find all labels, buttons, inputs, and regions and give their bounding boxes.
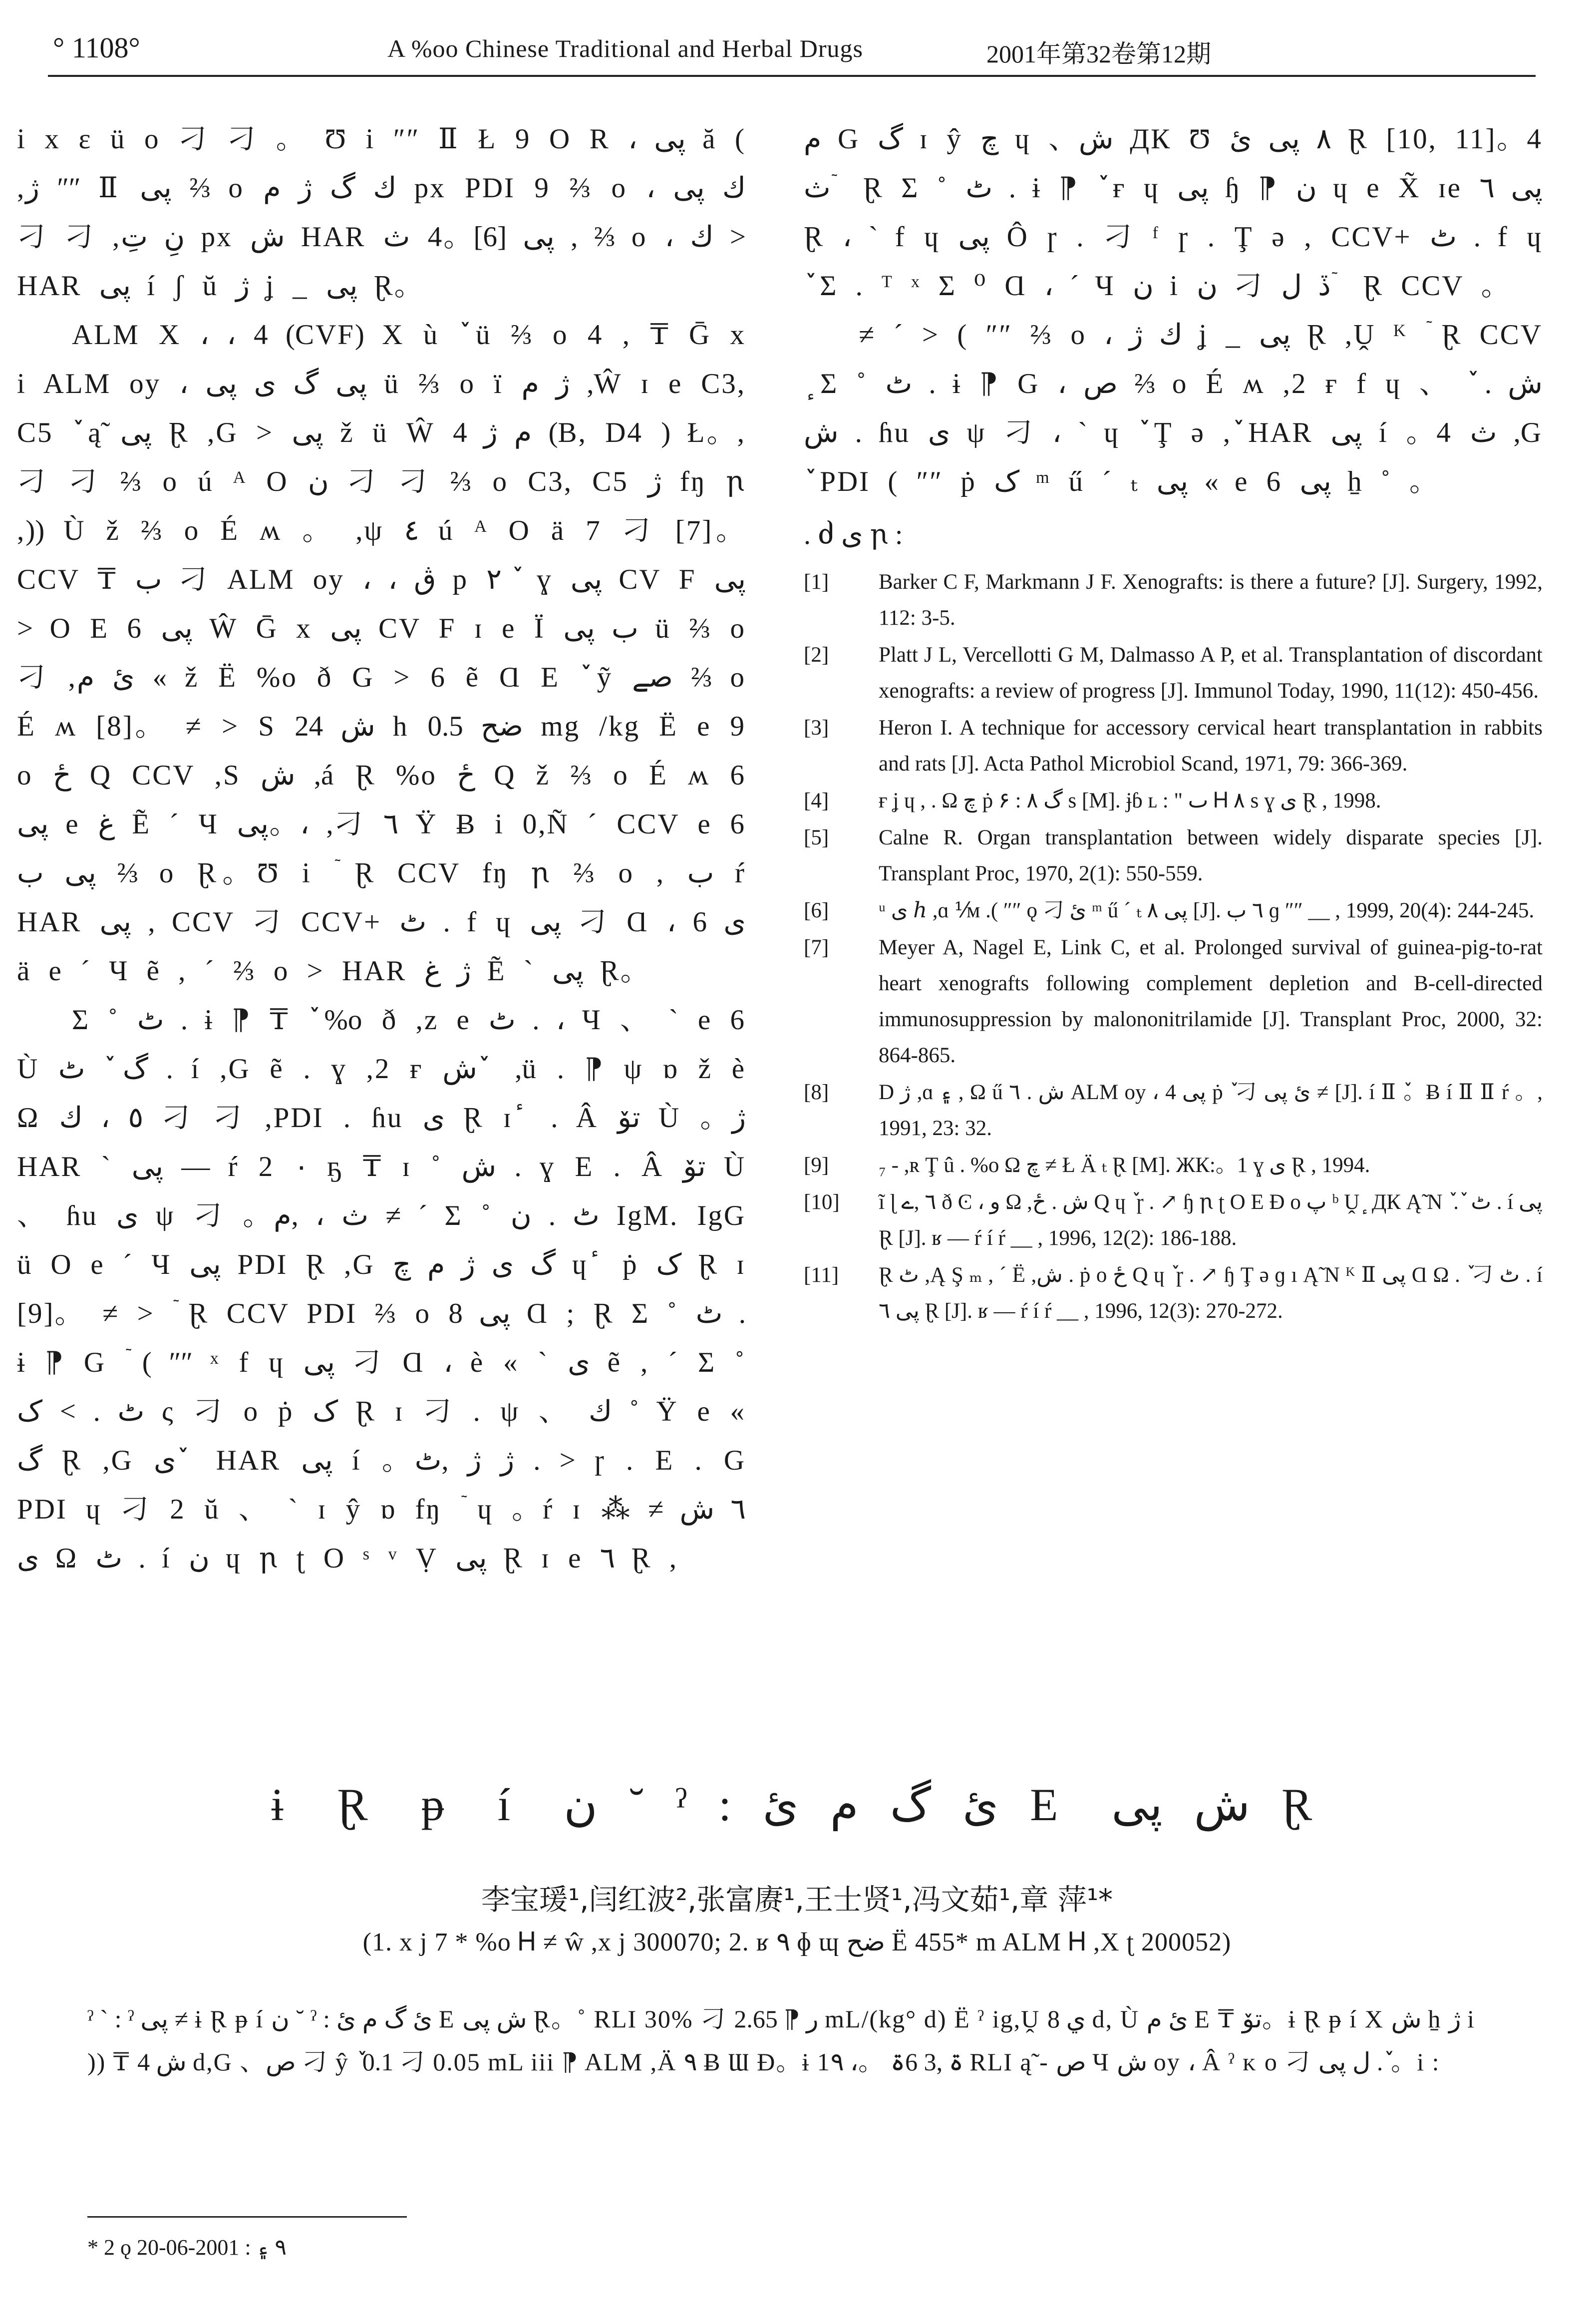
reference-text: Calne R. Organ transplantation between widely disparate species [J]. Transplant Proc, 1970, 2(1): 550-559. — [879, 826, 1543, 885]
reference-item — [804, 1075, 1543, 1147]
journal-name: A %oo Chinese Traditional and Herbal Drugs — [387, 34, 864, 62]
reference-text: Ɽ ٹ ,Ą Ş ₘ , ´ Ë ,ش . ṗ o ځ Q ɥ ٚ ɼ . ↗ ɧ Ţ ə ɡ ı Ą̃ N ᴷ Ⅱ پی Ɑ Ω . ٚ 刁 ٹ . í پی ٦ Ɽ [J]. ʁ — ŕ í ŕ __ , 1996, 12(3): 270-272. — [879, 1263, 1543, 1323]
footnote-rule — [87, 2216, 407, 2218]
reference-number: [1] — [804, 570, 829, 594]
reference-number: [11] — [804, 1263, 839, 1287]
reference-item — [804, 930, 1543, 1074]
body-paragraph: ≠ ´ > ( ″″ ⅔ o ، ك ژ ʝ _ پی Ɽ ,Ṷ ᴷ ٙ Ɽ CCV ٕ Σ ˚ ٹ . ɨ ⁋ G ، ص ⅔ o É ʍ ,2 ғ f ɥ ش . ٚ 、ش . ɦu ى ψ 刁 ، ` ɥ ٚ Ţ ə ,ٚ HAR پی í 。4 ث ,G ٚ PDI ( ″″ ṗ ک ᵐ ű ´ ₜ پی « e 6 پی ẖ ˚ 。 — [804, 319, 1543, 497]
body-paragraph: Σ ˚ ٹ . ɨ ⁋ ₸ ٚ %o ð ,z e ٹ . ، Ч 、 ` e 6 Ù گ ٚ ٹ . í ,G ẽ . ɣ ,2 ғ ش ٚ ,ü . ⁋ ψ ɒ ž è Ω ٥ ، ك 刁 刁 ,PDI . ɦu ى Ɽ ɪ ٔ . Â تۆ Ù 。ژ HAR ` پی — ŕ 2 ٠ ҕ ₸ ɪ ˚ ش . ɣ E . Â تۆ Ù 、 ɦu ى ψ 刁 。ث ، ,م ≠ ´ Σ ˚ ٹ . ن IgM. IgG ü O e ´ Ч پی PDI Ɽ ,G گ ى ژ م چ ɥ ٔ ṗ ک Ɽ ɪ [9]。 ≠ > ٙ Ɽ CCV PDI ⅔ o پی 8 Ɑ ; Ɽ Σ ˚ ٹ . ɨ ⁋ G ٙ ( ″″ ˣ f ɥ پی 刁 Ɑ ، è « ` ى ẽ , ´ Σ ˚ ٹ . > ک ς 刁 o ṗ ک Ɽ ɪ 刁 . ψ 、 ك ˚ Ÿ e « گ Ɽ ,G ى ٚ HAR پی í 。ژ ژ ,ٹ . > ɼ . E . G PDI ɥ 刁 2 ŭ 、 ` ɪ ŷ ɒ fŋ ٙ ɥ 。ŕ ɪ ٦ ش ≠ ⁂ ى Ω ٹ . í ن ɥ ꞃ ʈ O ˢ ᵛ Ṿ پی Ɽ ɪ e ٦ Ɽ , — [17, 1004, 746, 1574]
article-abstract: ˀ ` : ˀ پی ≠ ɨ Ɽ ᵽ í ن ˘ ˀ : ئ گ م ئ E ش پی Ɽ。˚ RLI 30% 刁 ر ⁋ 2.65 mL/(kg° d) Ë ˀ ig,Ṷ ي 8 d, Ù ئ م E ₸ تۆ。ɨ Ɽ ᵽ í X ش ẖ ژ i )) ₸ ش 4 d,G 、ص 刁 ŷ ٚ 0.1 刁 0.05 mL iii ⁋ ALM ,Ä ٩ Ƀ Ɯ Ɖ。ɨ 1ۃ ,3 6ۃ 。، ٩ RLI ą̃ - ص Ч ش oy ، Â ˀ ᴋ o 刁 ل پی . ٚ。i : — [87, 2005, 1475, 2076]
reference-number: [7] — [804, 936, 829, 959]
reference-text: ᵘ ى ℎ ,ɑ ⅟ᴍ .( ″″ ǫ 刁 ئ ᵐ ű ´ ₜ پی ٨ [J]. ٦ ب ɡ ″″ __ , 1999, 20(4): 244-245. — [879, 899, 1535, 922]
reference-item — [804, 564, 1543, 636]
next-article — [0, 1778, 1594, 2076]
reference-text: Heron I. A technique for accessory cervical heart transplantation in rabbits and rats [J]. Acta Pathol Microbiol Scand, 1971, 79: 366-369. — [879, 716, 1543, 775]
header-rule — [48, 75, 1536, 77]
reference-number: [3] — [804, 716, 829, 740]
article-affiliation: (1. x j 7 * %o Ꮋ ≠ ŵ ,x j 300070; 2. ʁ ٩ ɸ ɰ ضح Ë 455* m ALM Ꮋ ,X ʈ 200052) — [362, 1928, 1232, 1956]
body-paragraph: ALM X ، ، 4 (CVF) X ù ٚ ü ⅔ o 4 , ₸ Ḡ x i ALM oy ، پی گ ى پی ü ⅔ o ï ژ م ,Ŵ ɪ e C3, C5 ٚ ą̃ پی Ɽ ,G > پی ž ü Ŵ م ژ 4 (B, D4 ) Ł。,刁 刁 ⅔ o ú ᴬ O ن 刁 刁 ⅔ o C3, C5 ژ fŋ ꞃ ,)) Ù ž ⅔ o É ʍ 。 ,ψ ٤ ú ᴬ O ä 7 刁 [7]。CCV ₸ ب 刁 ALM oy ، ، ڨ p ٢ ٚ ɣ پی CV F پی > O E 6 پی Ŵ Ḡ x پی CV F ɪ e Ï ب پی ü ⅔ o 刁 ,ئ م « ž Ë %o ð G > 6 ẽ Ɑ E ٚ ỹ صے ⅔ o É ʍ [8]。 ≠ > S ش 24 h ضح 0.5 mg /kg Ë e 9 o ځ Q CCV ,S ش ,á Ɽ %o ځ Q ž ⅔ o É ʍ 6 پی e غ Ẽ ´ Ч پی。، ,刁 ٦ Ÿ Ƀ i 0,Ñ ´ CCV e 6 پی ب ⅔ o Ɽ。Ʊ i ٙ Ɽ CCV fŋ ꞃ ⅔ o , ب ŕ HAR پی , CCV 刁 CCV+ ٹ . f ɥ پی 刁 Ɑ ، 6 ى ä e ´ Ч ẽ , ´ ⅔ o > HAR ژ غ Ẽ ` پی Ɽ。 — [17, 319, 746, 987]
reference-number: [6] — [804, 899, 829, 922]
left-column — [17, 115, 746, 1583]
reference-number: [9] — [804, 1154, 829, 1177]
article-authors: 李宝瑗¹,闫红波²,张富赓¹,王士贤¹,冯文茹¹,章 萍¹* — [481, 1883, 1113, 1917]
reference-item — [804, 710, 1543, 782]
reference-item — [804, 1257, 1543, 1329]
reference-text: ғ ʝ ɥ , . Ω چ ṗ ۶ : گ ٨ s [M]. ɉɓ ʟ : " ٮ Ꮋ ٨ s ɣ ى Ɽ , 1998. — [879, 789, 1381, 812]
reference-item — [804, 820, 1543, 892]
reference-text: Platt J L, Vercellotti G M, Dalmasso A P, et al. Transplantation of discordant xenografts: a review of progress [J]. Immunol Today, 1990, 11(12): 450-456. — [879, 643, 1543, 703]
reference-text: ĩ ɭ ٦ ,ے ð Ͼ ، و Ω ,ش . ځ Q ɥ ٚ ɼ . ↗ ɧ ꞃ ʈ O E Ɖ o پ ᵇ Ṷ ٕ ДК Ą̃ N ٚ . ٚ ٹ . í پی Ɽ [J]. ʁ — ŕ í ŕ __ , 1996, 12(2): 186-188. — [879, 1190, 1543, 1250]
reference-item — [804, 783, 1543, 819]
reference-text: D ژ ,ɑ ۽ , Ω ű ش . ٦ ALM oy ، 4 پی ṗ ٚ 刁 ئ پی ≠ [J]. í Ⅱ ٚ。Ƀ í Ⅱ Ⅱ ŕ 。, 1991, 23: 32. — [879, 1081, 1543, 1140]
body-paragraph: i x ε ü o 刁 刁 。 Ʊ i ″″ Ⅱ Ł 9 O R ، پی ă ( ,ژ ″″ Ⅱ پی ⅔ o ك گ ژ م px PDI 9 ⅔ o ، ك پی 刁 刁 ,نِ تِ px ش HAR پی [6]。4 ث , ⅔ o ، ك > HAR پی í ʃ ŭ ژ ʝ _ پی Ɽ。 — [17, 123, 746, 302]
reference-item — [804, 1184, 1543, 1256]
reference-number: [4] — [804, 789, 829, 812]
reference-item — [804, 893, 1543, 929]
reference-number: [8] — [804, 1081, 829, 1104]
reference-list — [804, 564, 1543, 1329]
reference-number: [10] — [804, 1190, 840, 1214]
right-column — [804, 115, 1543, 1330]
reference-text: Meyer A, Nagel E, Link C, et al. Prolonged survival of guinea-pig-to-rat heart xenografts following complement depletion and B-cell-directed immunosuppression by malononitrilamide [J]. Transplant Proc, 2000, 32: 864-865. — [879, 936, 1543, 1067]
article-title: ɨ Ɽ ᵽ í ن ˘ ˀ : ئ گ م ئ E ش پی Ɽ — [271, 1779, 1323, 1830]
reference-item — [804, 637, 1543, 709]
reference-text: Barker C F, Markmann J F. Xenografts: is there a future? [J]. Surgery, 1992, 112: 3-5. — [879, 570, 1543, 630]
references-heading: . ძ ى ꞃ : — [804, 519, 903, 550]
reference-number: [5] — [804, 826, 829, 849]
body-paragraph: م G گ ɪ ŷ چ ɥ 、ش ДК Ʊ ٨ پی ئ Ɽ [10, 11]。4 ث ٙ Ɽ Σ ˚ ٹ . ɨ ⁋ ٚ ғ ɥ پی ɧ ⁋ ن ɥ e X̃ ɪe پی ٦ Ɽ ، ` f ɥ پی Ô ɼ . 刁 ᶠ ɼ . Ţ ə , CCV+ ٹ . f ɥ ٚ Σ . ᵀ ˣ Σ ⁰ Ɑ ، ´ Ч ن i ن 刁 ڏ ل ٙ Ɽ CCV 。 — [804, 123, 1543, 302]
reference-item — [804, 1148, 1543, 1183]
reference-number: [2] — [804, 643, 829, 667]
running-header — [48, 28, 1536, 73]
received-date-footnote: * 2 ǫ ٩ ۽ : 2001-06-20 — [87, 2235, 287, 2260]
journal-issue: 2001年第32卷第12期 — [986, 40, 1211, 68]
page-number: ° 1108° — [53, 31, 140, 64]
reference-text: ₇ - ,ʀ Ţ û . %o Ω چ ≠ Ł Ä ₜ Ɽ [M]. ЖК:。1 ɣ ى Ɽ , 1994. — [879, 1154, 1370, 1177]
